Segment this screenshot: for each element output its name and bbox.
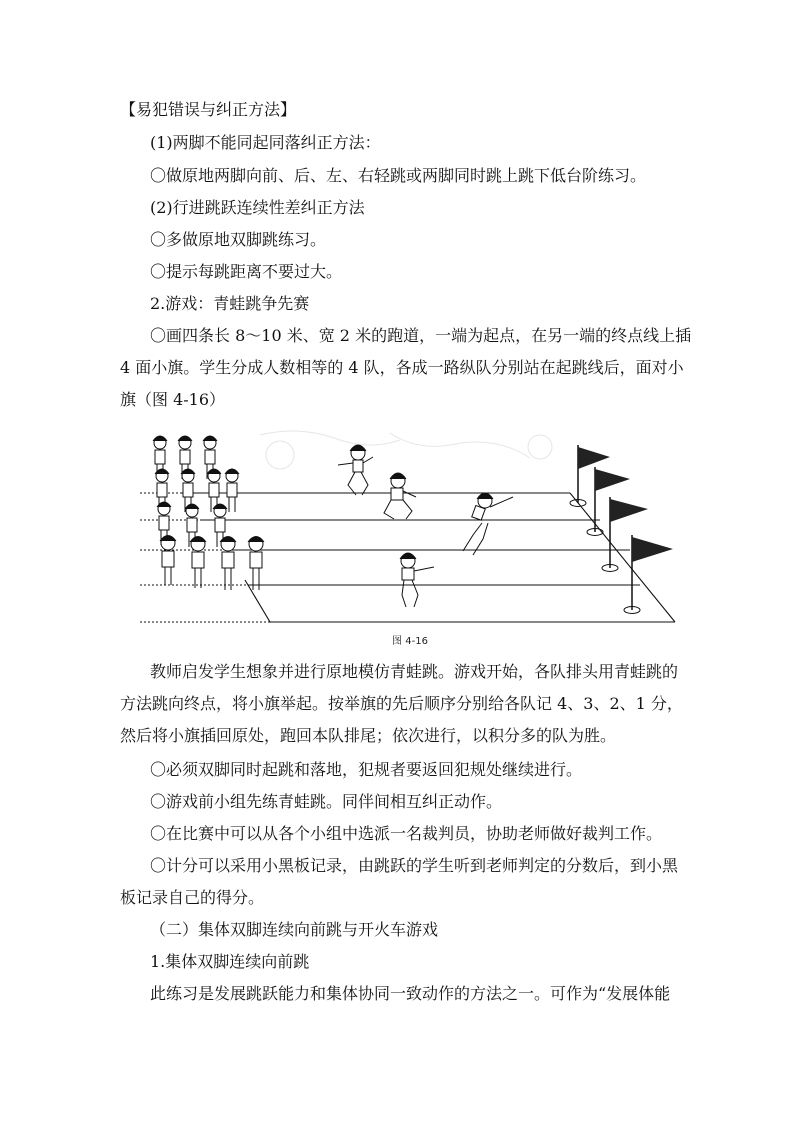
- item2-tip1: 〇多做原地双脚跳练习。: [150, 230, 327, 249]
- figure-4-16: [140, 425, 680, 650]
- section2-subtitle: 1.集体双脚连续向前跳: [150, 952, 310, 971]
- section2-title: （二）集体双脚连续向前跳与开火车游戏: [150, 920, 439, 939]
- item2-tip2: 〇提示每跳距离不要过大。: [150, 262, 343, 281]
- rules-line3: 然后将小旗插回原处，跑回本队排尾；依次进行，以积分多的队为胜。: [120, 726, 617, 745]
- section2-desc: 此练习是发展跳跃能力和集体协同一致动作的方法之一。可作为“发展体能: [150, 984, 671, 1003]
- note4-line1: 〇计分可以采用小黑板记录，由跳跃的学生听到老师判定的分数后，到小黑: [150, 856, 679, 875]
- flag-2: [587, 467, 630, 536]
- jumper-4: [400, 553, 434, 607]
- column-2: [178, 436, 206, 588]
- game-desc-line1: 〇画四条长 8～10 米、宽 2 米的跑道，一端为起点，在另一端的终点线上插: [150, 326, 692, 345]
- game-title: 2.游戏：青蛙跳争先赛: [150, 294, 310, 313]
- section-heading: 【易犯错误与纠正方法】: [120, 100, 297, 119]
- flag-4: [624, 535, 673, 614]
- item2-title: (2)行进跳跃连续性差纠正方法: [150, 198, 365, 217]
- column-3: [203, 436, 236, 590]
- jumping-students: [338, 445, 513, 607]
- game-desc-line3: 旗（图 4-16）: [120, 390, 226, 409]
- game-desc-line2: 4 面小旗。学生分成人数相等的 4 队，各成一路纵队分别站在起跳线后，面对小: [120, 358, 684, 377]
- note3: 〇在比赛中可以从各个小组中选派一名裁判员，协助老师做好裁判工作。: [150, 824, 663, 843]
- item1-tip: 〇做原地两脚向前、后、左、右轻跳或两脚同时跳上跳下低台阶练习。: [150, 166, 647, 185]
- jumper-1: [338, 445, 373, 495]
- faint-background-sketch: [260, 431, 552, 469]
- rules-line2: 方法跳向终点，将小旗举起。按举旗的先后顺序分别给各队记 4、3、2、1 分，: [120, 694, 683, 713]
- student-columns: [153, 436, 264, 590]
- column-1: [153, 436, 176, 585]
- frog-jump-illustration: [140, 425, 680, 630]
- note1: 〇必须双脚同时起跳和落地，犯规者要返回犯规处继续进行。: [150, 760, 583, 779]
- note2: 〇游戏前小组先练青蛙跳。同伴间相互纠正动作。: [150, 792, 503, 811]
- item1-title: (1)两脚不能同起同落纠正方法：: [150, 133, 381, 152]
- rules-line1: 教师启发学生想象并进行原地模仿青蛙跳。游戏开始，各队排头用青蛙跳的: [150, 662, 679, 681]
- flags: [570, 445, 673, 614]
- jumper-3: [463, 493, 513, 555]
- note4-line2: 板记录自己的得分。: [120, 888, 265, 907]
- figure-caption: 图 4-16: [392, 636, 428, 647]
- jumper-2: [384, 473, 416, 519]
